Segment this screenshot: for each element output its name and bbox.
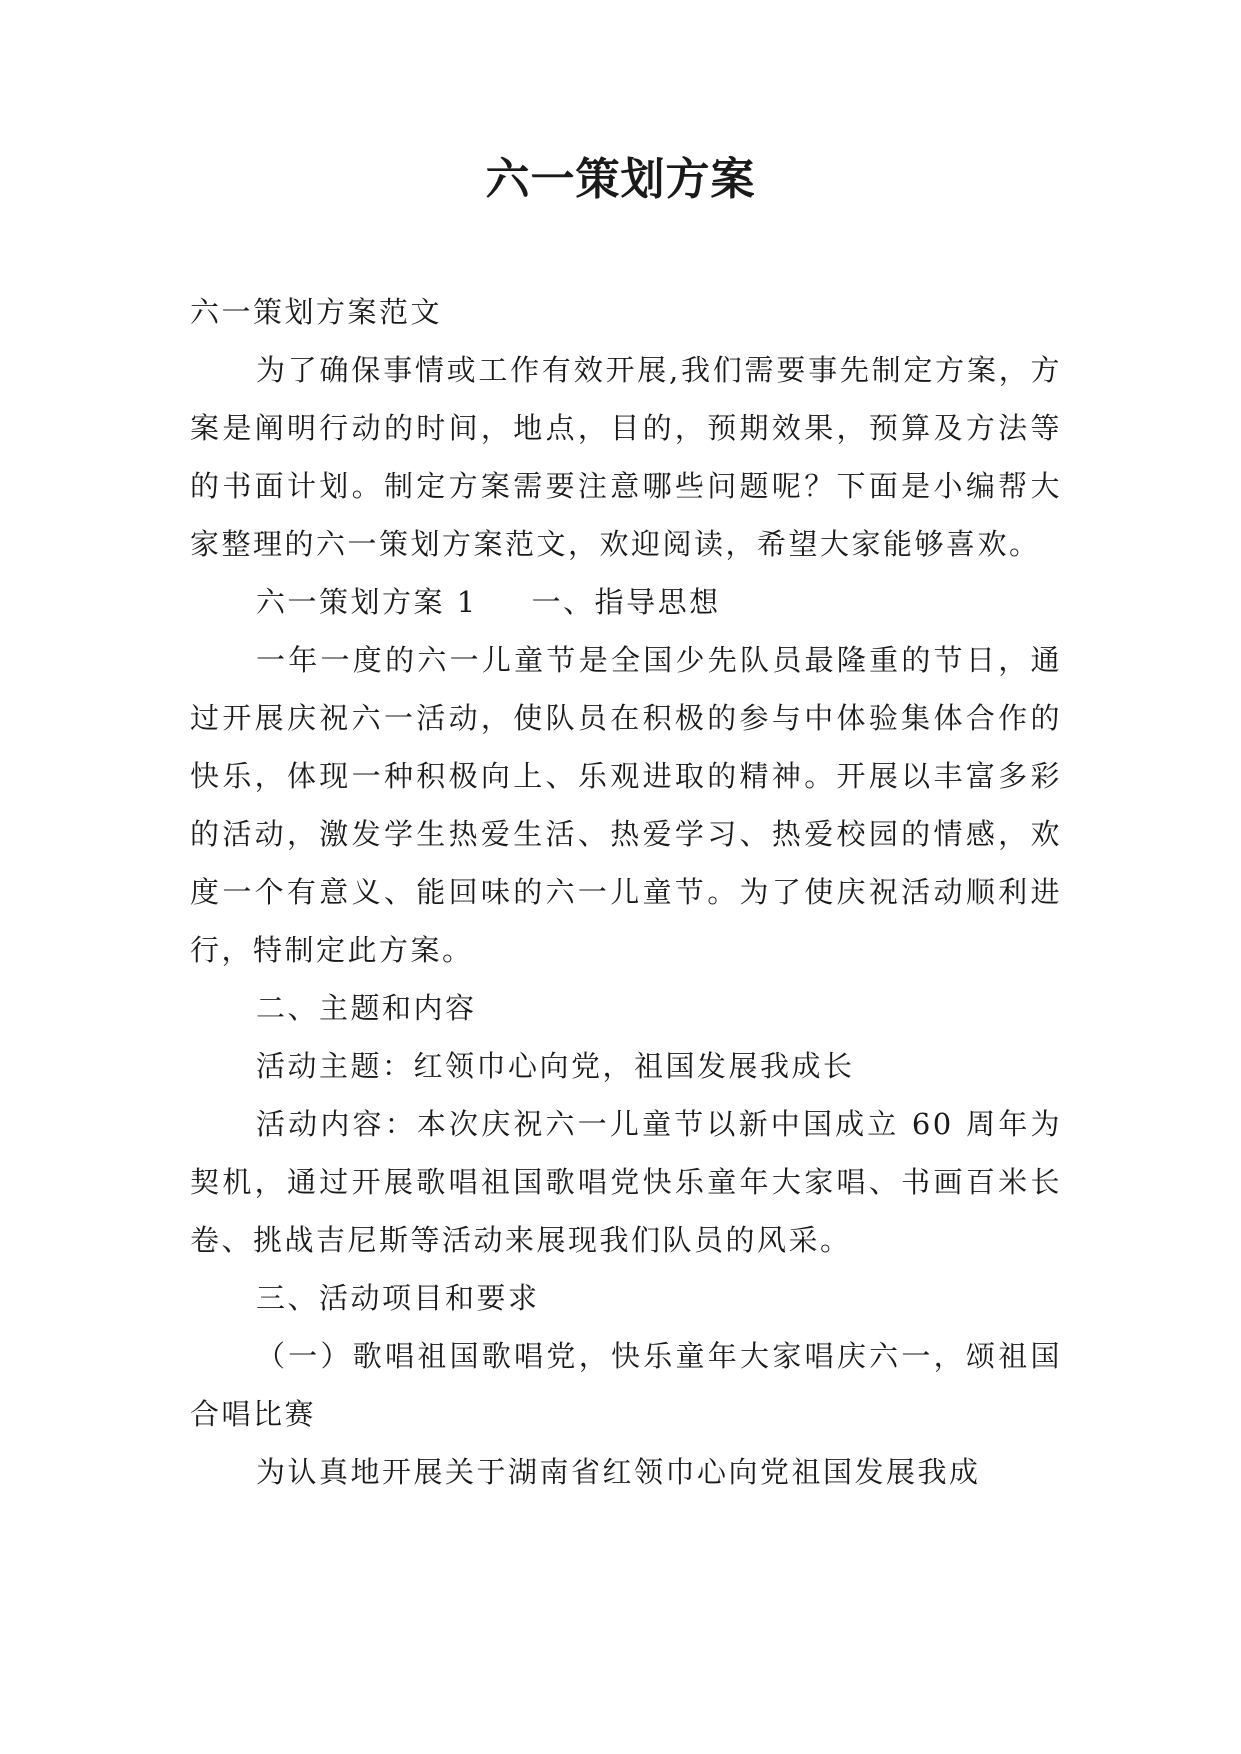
activity-content-paragraph: 活动内容：本次庆祝六一儿童节以新中国成立 60 周年为契机，通过开展歌唱祖国歌唱党快乐童年大家唱、书画百米长卷、挑战吉尼斯等活动来展现我们队员的风采。	[190, 1107, 1062, 1257]
section-3-heading: 三、活动项目和要求	[256, 1281, 540, 1315]
section-2-heading: 二、主题和内容	[256, 991, 477, 1025]
plan-heading-label: 六一策划方案 1	[256, 585, 478, 619]
subtitle-paragraph: 六一策划方案范文	[190, 295, 443, 329]
item-1-body-paragraph: 为认真地开展关于湖南省红领巾心向党祖国发展我成	[256, 1455, 981, 1489]
guiding-thought-paragraph: 一年一度的六一儿童节是全国少先队员最隆重的节日，通过开展庆祝六一活动，使队员在积极的参与中体验集体合作的快乐，体现一种积极向上、乐观进取的精神。开展以丰富多彩的活动，激发学生热爱生活、热爱学习、热爱校园的情感，欢度一个有意义、能回味的六一儿童节。为了使庆祝活动顺利进行，特制定此方案。	[190, 643, 1062, 967]
guiding-thought-heading: 一、指导思想	[531, 585, 721, 619]
item-1-heading: （一）歌唱祖国歌唱党，快乐童年大家唱庆六一，颂祖国合唱比赛	[190, 1339, 1062, 1431]
document-body	[190, 283, 1062, 1501]
document-title: 六一策划方案	[485, 154, 756, 205]
intro-paragraph: 为了确保事情或工作有效开展,我们需要事先制定方案，方案是阐明行动的时间，地点，目的，预期效果，预算及方法等的书面计划。制定方案需要注意哪些问题呢？下面是小编帮大家整理的六一策划方案范文，欢迎阅读，希望大家能够喜欢。	[190, 353, 1062, 561]
activity-theme-paragraph: 活动主题：红领巾心向党，祖国发展我成长	[256, 1049, 855, 1083]
plan-heading-paragraph	[190, 573, 1062, 631]
